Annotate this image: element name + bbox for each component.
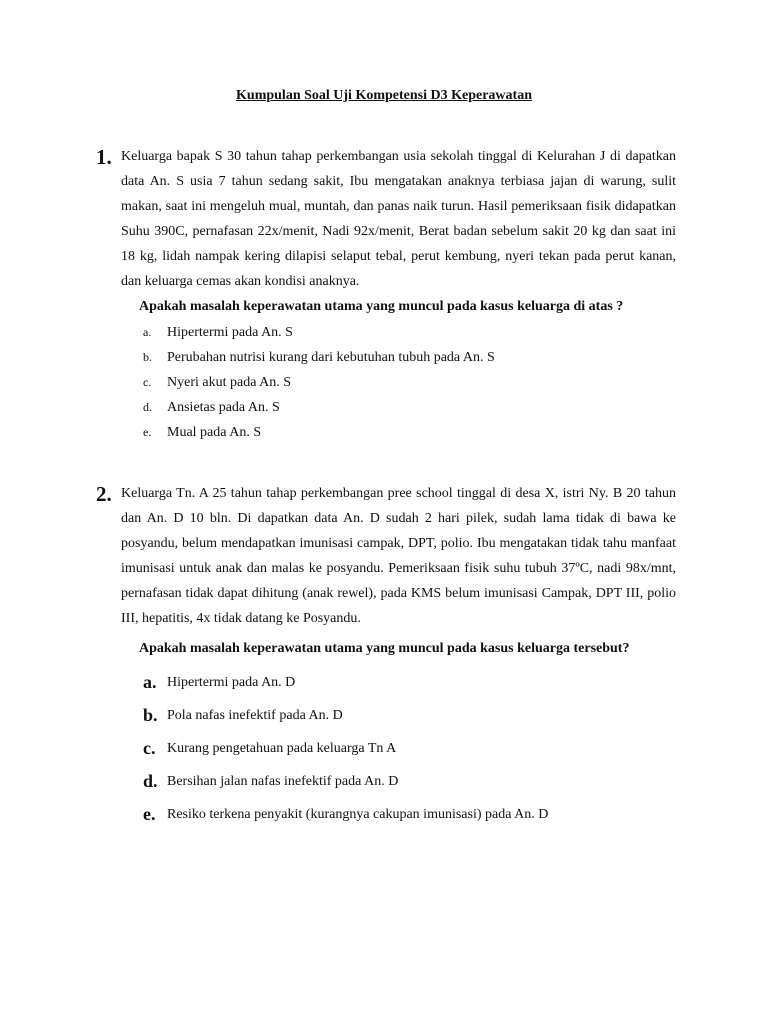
option-a: [143, 666, 676, 699]
option-letter: a.: [143, 325, 152, 339]
document-title: Kumpulan Soal Uji Kompetensi D3 Keperawatan: [236, 88, 532, 103]
option-d: [143, 765, 676, 798]
option-letter: b.: [143, 350, 152, 364]
option-letter: d.: [143, 400, 152, 414]
option-letter: e.: [143, 804, 156, 824]
option-text: Mual pada An. S: [167, 425, 262, 440]
option-text: Bersihan jalan nafas inefektif pada An. D: [167, 774, 399, 789]
answer-options: [143, 320, 676, 445]
option-b: [143, 699, 676, 732]
option-letter: c.: [143, 375, 152, 389]
option-text: Pola nafas inefektif pada An. D: [167, 708, 343, 723]
option-text: Nyeri akut pada An. S: [167, 375, 292, 390]
question-number: 2.: [96, 482, 112, 506]
option-text: Hipertermi pada An. S: [167, 325, 293, 340]
question-prompt: Apakah masalah keperawatan utama yang muncul pada kasus keluarga tersebut?: [139, 641, 630, 656]
option-c: [143, 370, 676, 395]
option-letter: a.: [143, 672, 157, 692]
option-letter: d.: [143, 771, 158, 791]
question-body: Keluarga bapak S 30 tahun tahap perkembangan usia sekolah tinggal di Kelurahan J di dapatkan data An. S usia 7 tahun sedang sakit, Ibu mengatakan anaknya terbiasa jajan di warung, sulit makan, saat ini mengeluh mual, muntah, dan panas naik turun. Hasil pemeriksaan fisik didapatkan Suhu 390C, pernafasan 22x/menit, Nadi 92x/menit, Berat badan sebelum sakit 20 kg dan saat ini 18 kg, lidah nampak kering dilapisi selaput tebal, perut kembung, nyeri tekan pada perut kanan, dan keluarga cemas akan kondisi anaknya.: [121, 149, 676, 289]
option-letter: e.: [143, 425, 152, 439]
question-number: 1.: [96, 145, 112, 169]
option-letter: b.: [143, 705, 158, 725]
option-b: [143, 345, 676, 370]
option-text: Hipertermi pada An. D: [167, 675, 296, 690]
question-body: Keluarga Tn. A 25 tahun tahap perkembangan pree school tinggal di desa X, istri Ny. B 20 tahun dan An. D 10 bln. Di dapatkan data An. D sudah 2 hari pilek, sudah lama tidak di bawa ke posyandu, belum mendapatkan imunisasi campak, DPT, polio. Ibu mengatakan tidak tahu manfaat imunisasi untuk anak dan malas ke posyandu. Pemeriksaan fisik suhu tubuh 37ºC, nadi 98x/mnt, pernafasan tidak dapat dihitung (anak rewel), pada KMS belum imunisasi Campak, DPT III, polio III, hepatitis, 4x tidak datang ke Posyandu.: [121, 486, 676, 626]
option-text: Kurang pengetahuan pada keluarga Tn A: [167, 741, 397, 756]
option-d: [143, 395, 676, 420]
option-text: Perubahan nutrisi kurang dari kebutuhan tubuh pada An. S: [167, 350, 495, 365]
option-text: Resiko terkena penyakit (kurangnya cakupan imunisasi) pada An. D: [167, 807, 549, 822]
option-letter: c.: [143, 738, 156, 758]
option-c: [143, 732, 676, 765]
option-e: [143, 420, 676, 445]
option-a: [143, 320, 676, 345]
question-prompt: Apakah masalah keperawatan utama yang muncul pada kasus keluarga di atas ?: [139, 299, 624, 314]
question-1: [96, 144, 676, 445]
question-2: [96, 481, 676, 831]
option-e: [143, 798, 676, 831]
option-text: Ansietas pada An. S: [167, 400, 280, 415]
answer-options: [143, 666, 676, 831]
